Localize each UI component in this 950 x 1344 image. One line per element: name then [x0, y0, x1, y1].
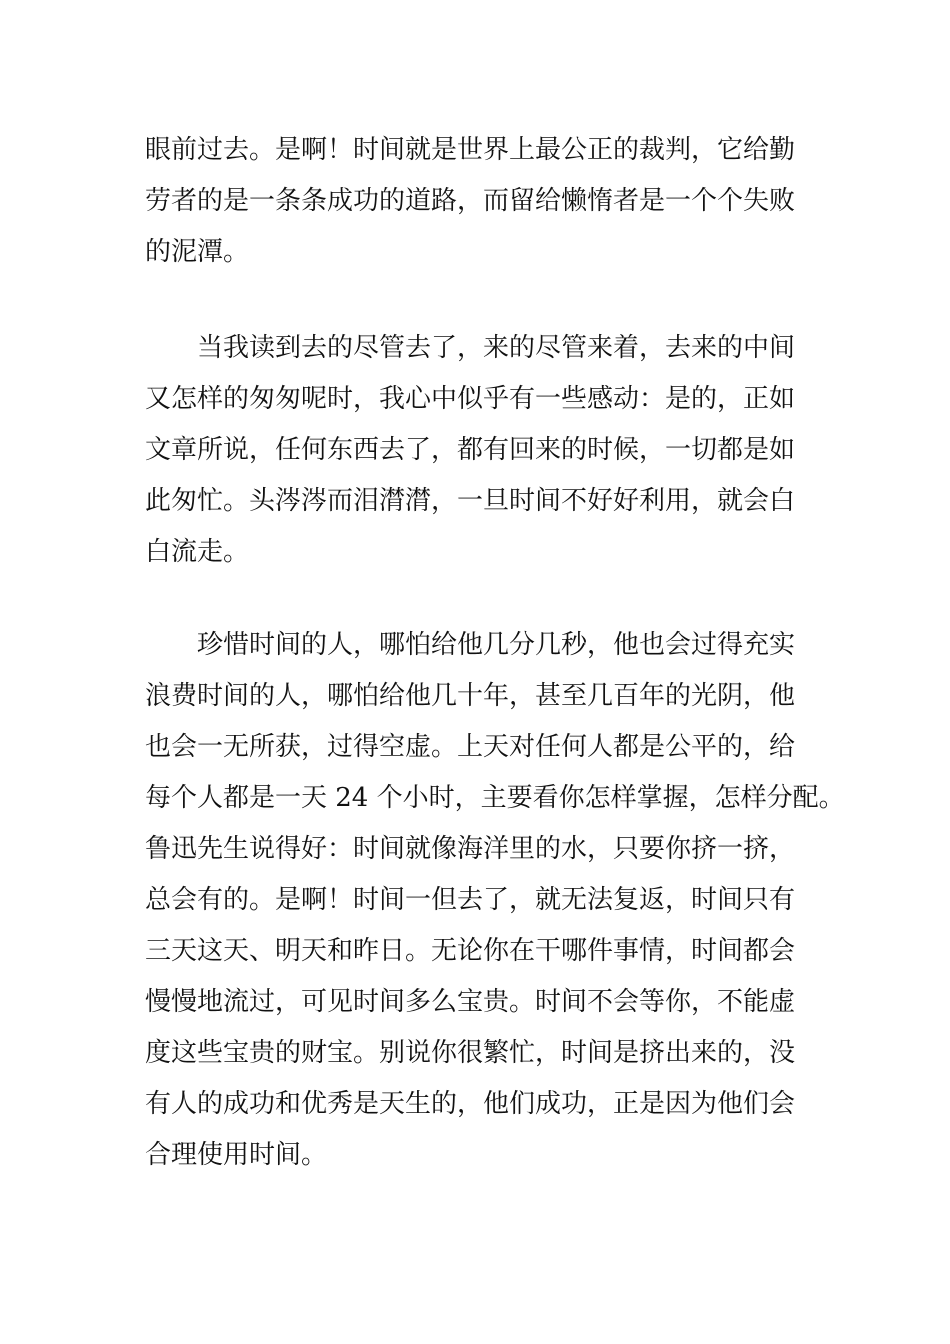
text-line: 三天这天、明天和昨日。无论你在干哪件事情，时间都会: [145, 936, 796, 966]
text-line: 也会一无所获，过得空虚。上天对任何人都是公平的，给: [145, 732, 796, 762]
text-line: 有人的成功和优秀是天生的，他们成功，正是因为他们会: [145, 1089, 796, 1119]
text-line: 的泥潭。: [145, 237, 250, 267]
paragraph-2: [145, 323, 845, 578]
text-line: 每个人都是一天 24 个小时，主要看你怎样掌握，怎样分配。: [145, 783, 845, 813]
text-line: 度这些宝贵的财宝。别说你很繁忙，时间是挤出来的，没: [145, 1038, 796, 1068]
paragraph-1: [145, 125, 845, 278]
text-line: 眼前过去。是啊！时间就是世界上最公正的裁判，它给勤: [145, 135, 796, 165]
text-line: 鲁迅先生说得好：时间就像海洋里的水，只要你挤一挤，: [145, 834, 796, 864]
text-line: 总会有的。是啊！时间一但去了，就无法复返，时间只有: [145, 885, 796, 915]
paragraph-3: [145, 620, 845, 1181]
text-line: 白流走。: [145, 537, 250, 567]
text-line: 又怎样的匆匆呢时，我心中似乎有一些感动：是的，正如: [145, 384, 796, 414]
text-line: 当我读到去的尽管去了，来的尽管来着，去来的中间: [145, 333, 796, 363]
text-line: 此匆忙。头涔涔而泪潸潸，一旦时间不好好利用，就会白: [145, 486, 796, 516]
text-line: 文章所说，任何东西去了，都有回来的时候，一切都是如: [145, 435, 796, 465]
text-line: 合理使用时间。: [145, 1140, 328, 1170]
text-line: 浪费时间的人，哪怕给他几十年，甚至几百年的光阴，他: [145, 681, 796, 711]
text-line: 珍惜时间的人，哪怕给他几分几秒，他也会过得充实: [145, 630, 796, 660]
text-line: 慢慢地流过，可见时间多么宝贵。时间不会等你，不能虚: [145, 987, 796, 1017]
text-line: 劳者的是一条条成功的道路，而留给懒惰者是一个个失败: [145, 186, 796, 216]
